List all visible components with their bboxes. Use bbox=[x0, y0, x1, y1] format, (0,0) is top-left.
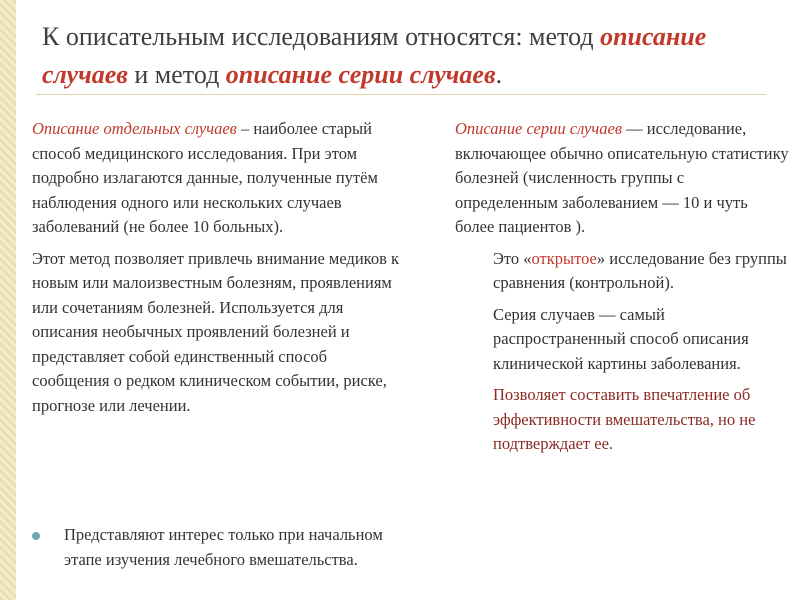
right-paragraph-2 bbox=[455, 247, 790, 296]
title-divider bbox=[36, 94, 766, 95]
left-column bbox=[32, 117, 402, 418]
decorative-left-strip bbox=[0, 0, 16, 600]
right-p1-text: — исследование, включающее обычно описательную статистику болезней (численность группы с определенным заболеванием — 10 и чуть более пациентов ). bbox=[455, 119, 789, 236]
title-text-2: и метод bbox=[127, 60, 226, 89]
right-paragraph-1 bbox=[455, 117, 790, 240]
right-paragraph-4: Позволяет составить впечатление об эффективности вмешательства, но не подтверждает ее. bbox=[493, 385, 756, 453]
left-paragraph-2: Этот метод позволяет привлечь внимание медиков к новым или малоизвестным болезням, проявлениям или сочетаниям болезней. Используется для описания необычных проявлений болезней и представляет собой единственный способ сообщения о редком клиническом событии, риске, прогнозе или лечении. bbox=[32, 248, 400, 415]
title-term-case-description: описание случаев bbox=[42, 22, 707, 89]
title-text-1: К описательным исследованиям относятся: метод bbox=[42, 22, 601, 51]
title-term-case-series: описание серии случаев bbox=[225, 60, 496, 89]
left-paragraph-1 bbox=[32, 117, 402, 240]
left-p1-text: – наиболее старый способ медицинского исследования. При этом подробно излагаются данные, полученные путём наблюдения одного или нескольких случаев заболеваний (не более 10 больных). bbox=[32, 119, 378, 236]
bullet-dot-icon bbox=[32, 532, 40, 540]
right-p2-quote: открытое bbox=[531, 248, 597, 268]
bullet-item bbox=[32, 523, 402, 572]
right-paragraph-3: Серия случаев — самый распространенный способ описания клинической картины заболевания. bbox=[493, 304, 749, 373]
title-text-3: . bbox=[495, 60, 503, 89]
right-column bbox=[455, 117, 790, 457]
right-p2-before: Это « bbox=[493, 248, 532, 268]
right-term: Описание серии случаев bbox=[455, 119, 622, 138]
bullet-text: Представляют интерес только при начальном этапе изучения лечебного вмешательства. bbox=[64, 525, 383, 569]
left-term: Описание отдельных случаев bbox=[32, 119, 237, 138]
right-p2-after: » исследование без группы сравнения (контрольной). bbox=[493, 248, 787, 292]
slide-title bbox=[42, 18, 762, 94]
